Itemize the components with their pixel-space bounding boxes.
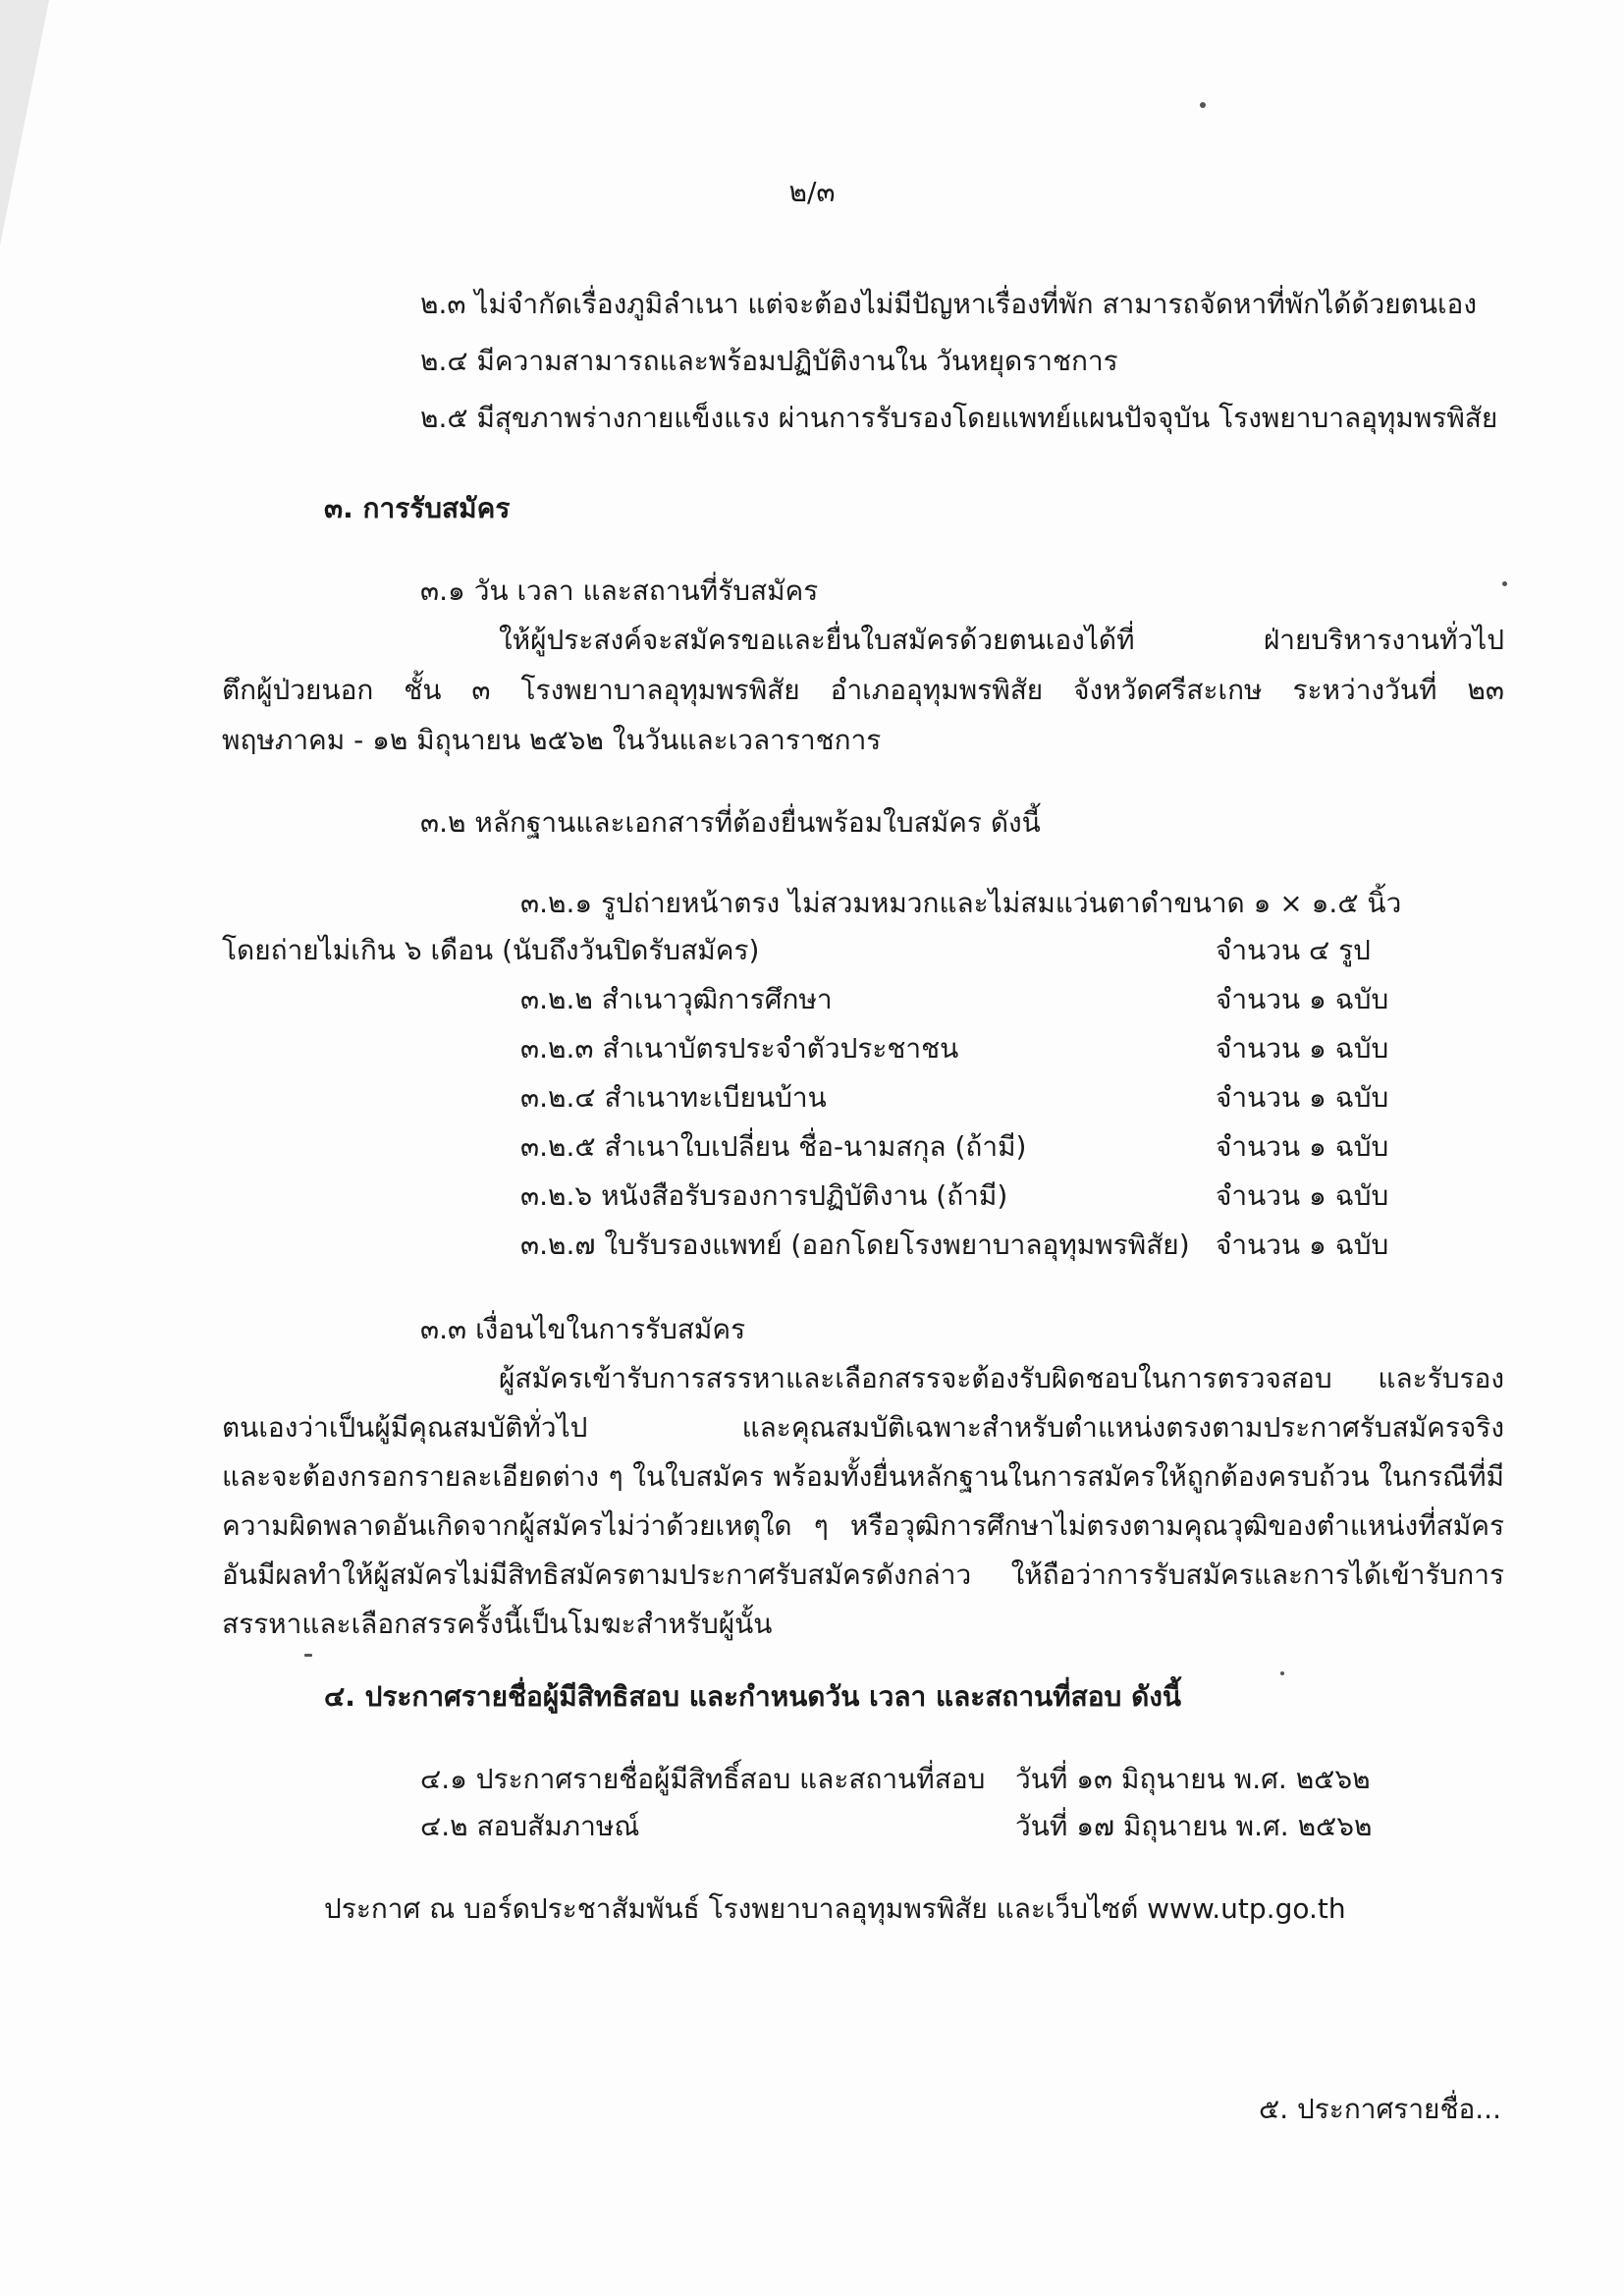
doc-amount: จำนวน ๑ ฉบับ <box>1216 1130 1389 1163</box>
s41-label: ๔.๑ ประกาศรายชื่อผู้มีสิทธิ์สอบ และสถานที่สอบ <box>420 1763 986 1795</box>
s33-line: สรรหาและเลือกสรรครั้งนี้เป็นโมฆะสำหรับผู้นั้น <box>222 1608 773 1640</box>
section-4-heading: ๔. ประกาศรายชื่อผู้มีสิทธิสอบ และกำหนดวัน เวลา และสถานที่สอบ ดังนี้ <box>324 1680 1182 1713</box>
doc-amount: จำนวน ๑ ฉบับ <box>1216 1229 1389 1261</box>
s33-line: ผู้สมัครเข้ารับการสรรหาและเลือกสรรจะต้องรับผิดชอบในการตรวจสอบ และรับรอง <box>499 1362 1504 1394</box>
s33-line: อันมีผลทำให้ผู้สมัครไม่มีสิทธิสมัครตามประกาศรับสมัครดังกล่าว ให้ถือว่าการรับสมัครและการได้เข้ารับการ <box>222 1558 1504 1591</box>
scan-speck <box>1502 581 1507 586</box>
announcement-line: ประกาศ ณ บอร์ดประชาสัมพันธ์ โรงพยาบาลอุทุมพรพิสัย และเว็บไซต์ www.utp.go.th <box>324 1892 1346 1925</box>
s42-date: วันที่ ๑๗ มิถุนายน พ.ศ. ๒๕๖๒ <box>1015 1810 1373 1842</box>
s42-label: ๔.๒ สอบสัมภาษณ์ <box>420 1810 640 1842</box>
s321-line-1: ๓.๒.๑ รูปถ่ายหน้าตรง ไม่สวมหมวกและไม่สมแว่นตาดำขนาด ๑ × ๑.๕ นิ้ว <box>520 887 1402 919</box>
s32-title: ๓.๒ หลักฐานและเอกสารที่ต้องยื่นพร้อมใบสมัคร ดังนี้ <box>420 806 1041 839</box>
s33-line: ความผิดพลาดอันเกิดจากผู้สมัครไม่ว่าด้วยเหตุใด ๆ หรือวุฒิการศึกษาไม่ตรงตามคุณวุฒิของตำแหน่งที่สมัคร <box>222 1509 1504 1542</box>
s31-title: ๓.๑ วัน เวลา และสถานที่รับสมัคร <box>420 574 819 607</box>
s33-line: และจะต้องกรอกรายละเอียดต่าง ๆ ในใบสมัคร พร้อมทั้งยื่นหลักฐานในการสมัครให้ถูกต้องครบถ้วน ในกรณีที่มี <box>222 1460 1504 1493</box>
scan-speck <box>304 1654 312 1657</box>
s31-line-1: ให้ผู้ประสงค์จะสมัครขอและยื่นใบสมัครด้วยตนเองได้ที่ ฝ่ายบริหารงานทั่วไป <box>499 624 1504 656</box>
doc-label: ๓.๒.๒ สำเนาวุฒิการศึกษา <box>520 983 833 1015</box>
s33-line: ตนเองว่าเป็นผู้มีคุณสมบัติทั่วไป และคุณสมบัติเฉพาะสำหรับตำแหน่งตรงตามประกาศรับสมัครจริง <box>222 1411 1504 1444</box>
item-2-4: ๒.๔ มีความสามารถและพร้อมปฏิบัติงานใน วันหยุดราชการ <box>420 345 1118 377</box>
doc-amount: จำนวน ๑ ฉบับ <box>1216 1032 1389 1065</box>
doc-amount: จำนวน ๑ ฉบับ <box>1216 1179 1389 1212</box>
doc-label: ๓.๒.๓ สำเนาบัตรประจำตัวประชาชน <box>520 1032 959 1065</box>
scan-speck <box>1200 102 1206 108</box>
doc-label: ๓.๒.๗ ใบรับรองแพทย์ (ออกโดยโรงพยาบาลอุทุมพรพิสัย) <box>520 1229 1190 1261</box>
section-3-heading: ๓. การรับสมัคร <box>324 492 511 524</box>
s31-line-3: พฤษภาคม - ๑๒ มิถุนายน ๒๕๖๒ ในวันและเวลาราชการ <box>222 724 882 756</box>
s33-title: ๓.๓ เงื่อนไขในการรับสมัคร <box>420 1313 746 1345</box>
s31-line-2: ตึกผู้ป่วยนอก ชั้น ๓ โรงพยาบาลอุทุมพรพิสัย อำเภออุทุมพรพิสัย จังหวัดศรีสะเกษ ระหว่างวันที่ ๒๓ <box>222 674 1504 706</box>
scan-speck <box>1280 1671 1284 1675</box>
item-2-5: ๒.๕ มีสุขภาพร่างกายแข็งแรง ผ่านการรับรองโดยแพทย์แผนปัจจุบัน โรงพยาบาลอุทุมพรพิสัย <box>420 402 1498 434</box>
s321-line-2: โดยถ่ายไม่เกิน ๖ เดือน (นับถึงวันปิดรับสมัคร) <box>222 934 760 966</box>
doc-label: ๓.๒.๕ สำเนาใบเปลี่ยน ชื่อ-นามสกุล (ถ้ามี) <box>520 1130 1027 1163</box>
doc-amount: จำนวน ๑ ฉบับ <box>1216 1081 1389 1114</box>
continuation-text: ๕. ประกาศรายชื่อ... <box>1259 2093 1501 2125</box>
doc-label: ๓.๒.๖ หนังสือรับรองการปฏิบัติงาน (ถ้ามี) <box>520 1179 1008 1212</box>
s41-date: วันที่ ๑๓ มิถุนายน พ.ศ. ๒๕๖๒ <box>1015 1763 1371 1795</box>
doc-amount: จำนวน ๑ ฉบับ <box>1216 983 1389 1015</box>
doc-label: ๓.๒.๔ สำเนาทะเบียนบ้าน <box>520 1081 827 1114</box>
item-2-3: ๒.๓ ไม่จำกัดเรื่องภูมิลำเนา แต่จะต้องไม่มีปัญหาเรื่องที่พัก สามารถจัดหาที่พักได้ด้วยตนเอง <box>420 288 1478 320</box>
s321-amount: จำนวน ๔ รูป <box>1216 934 1371 966</box>
page-number: ๒/๓ <box>788 176 836 208</box>
